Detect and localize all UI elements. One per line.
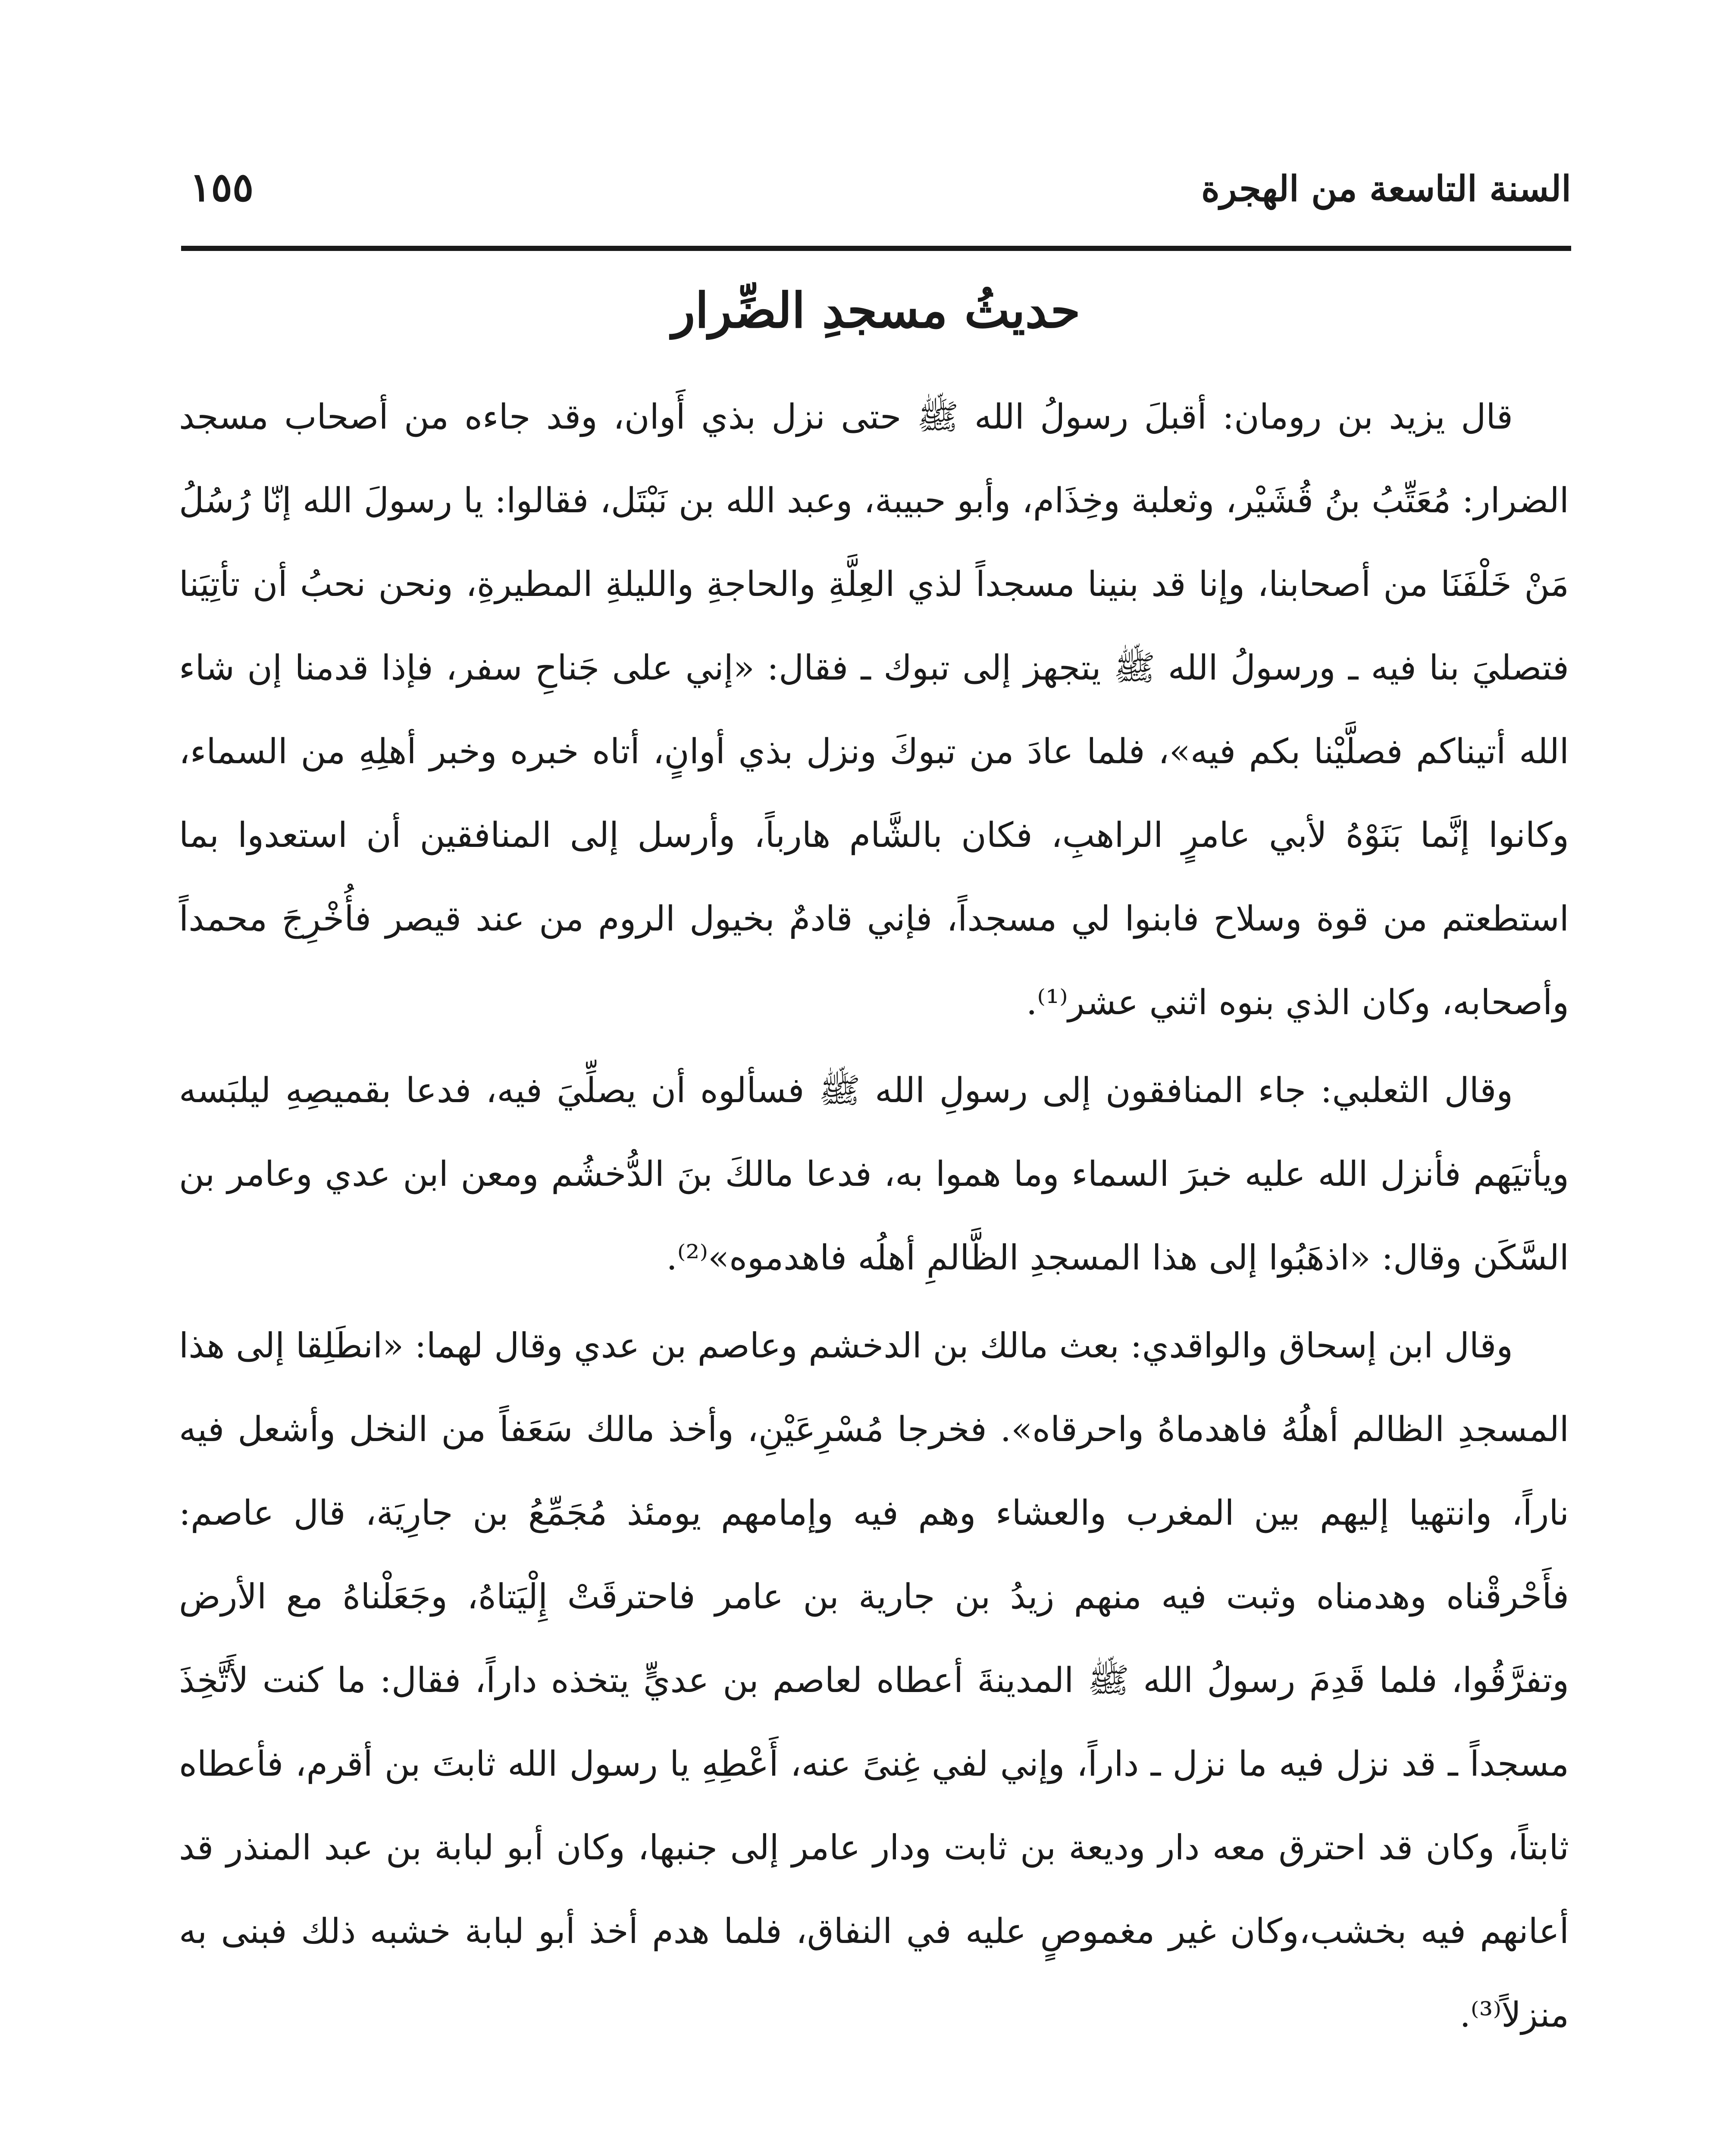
running-title: السنة التاسعة من الهجرة bbox=[1201, 168, 1571, 210]
paragraph-1: قال يزيد بن رومان: أقبلَ رسولُ الله ﷺ حتى نزل بذي أَوان، وقد جاءه من أصحاب مسجد الضرار: مُعَتِّبُ بنُ قُشَيْر، وثعلبة وخِذَام، وأبو حبيبة، وعبد الله بن نَبْتَل، فقالوا: يا رسولَ الله إنّا رُسُلُ مَنْ خَلْفَنَا من أصحابنا، وإنا قد بنينا مسجداً لذي العِلَّةِ والحاجةِ والليلةِ المطيرةِ، ونحن نحبُ أن تأتِيَنا فتصليَ بنا فيه ـ ورسولُ الله ﷺ يتجهز إلى تبوك ـ فقال: «إني على جَناحِ سفر، فإذا قدمنا إن شاء الله أتيناكم فصلَّيْنا بكم فيه»، فلما عادَ من تبوكَ ونزل بذي أوانٍ، أتاه خبره وخبر أهلِهِ من السماء، وكانوا إنَّما بَنَوْهُ لأبي عامرٍ الراهبِ، فكان بالشَّام هارباً، وأرسل إلى المنافقين أن استعدوا بما استطعتم من قوة وسلاح فابنوا لي مسجداً، فإني قادمٌ بخيول الروم من عند قيصر فأُخْرِجَ محمداً وأصحابه، وكان الذي بنوه اثني عشر⁽¹⁾. bbox=[179, 397, 1569, 1022]
section-title: حديثُ مسجدِ الضِّرار bbox=[672, 282, 1080, 339]
page-header bbox=[190, 164, 1571, 229]
body-text bbox=[179, 375, 1569, 2061]
paragraph-2: وقال الثعلبي: جاء المنافقون إلى رسولِ الله ﷺ فسألوه أن يصلِّيَ فيه، فدعا بقميصِهِ ليلبَسه ويأتيَهم فأنزل الله عليه خبرَ السماء وما هموا به، فدعا مالكَ بنَ الدُّخشُم ومعن ابن عدي وعامر بن السَّكَن وقال: «اذهَبُوا إلى هذا المسجدِ الظَّالمِ أهلُه فاهدموه»⁽²⁾. bbox=[179, 1070, 1569, 1278]
paragraph-3: وقال ابن إسحاق والواقدي: بعث مالك بن الدخشم وعاصم بن عدي وقال لهما: «انطَلِقا إلى هذا المسجدِ الظالم أهلُهُ فاهدماهُ واحرقاه». فخرجا مُسْرِعَيْنِ، وأخذ مالك سَعَفاً من النخل وأشعل فيه ناراً، وانتهيا إليهم بين المغرب والعشاء وهم فيه وإمامهم يومئذ مُجَمِّعُ بن جارِيَة، قال عاصم: فأَحْرقْناه وهدمناه وثبت فيه منهم زيدُ بن جارية بن عامر فاحترقَتْ إِلْيَتاهُ، وجَعَلْناهُ مع الأرض وتفرَّقُوا، فلما قَدِمَ رسولُ الله ﷺ المدينةَ أعطاه لعاصم بن عديٍّ يتخذه داراً، فقال: ما كنت لأَتَّخِذَ مسجداً ـ قد نزل فيه ما نزل ـ داراً، وإني لفي غِنىً عنه، أَعْطِهِ يا رسول الله ثابتَ بن أقرم، فأعطاه ثابتاً، وكان قد احترق معه دار وديعة بن ثابت ودار عامر إلى جنبها، وكان أبو لبابة بن عبد المنذر قد أعانهم فيه بخشب،وكان غير مغموصٍ عليه في النفاق، فلما هدم أخذ أبو لبابة خشبه ذلك فبنى به منزلاً⁽³⁾. bbox=[179, 1326, 1569, 2035]
page-number: ١٥٥ bbox=[190, 164, 254, 210]
header-rule bbox=[181, 246, 1571, 251]
